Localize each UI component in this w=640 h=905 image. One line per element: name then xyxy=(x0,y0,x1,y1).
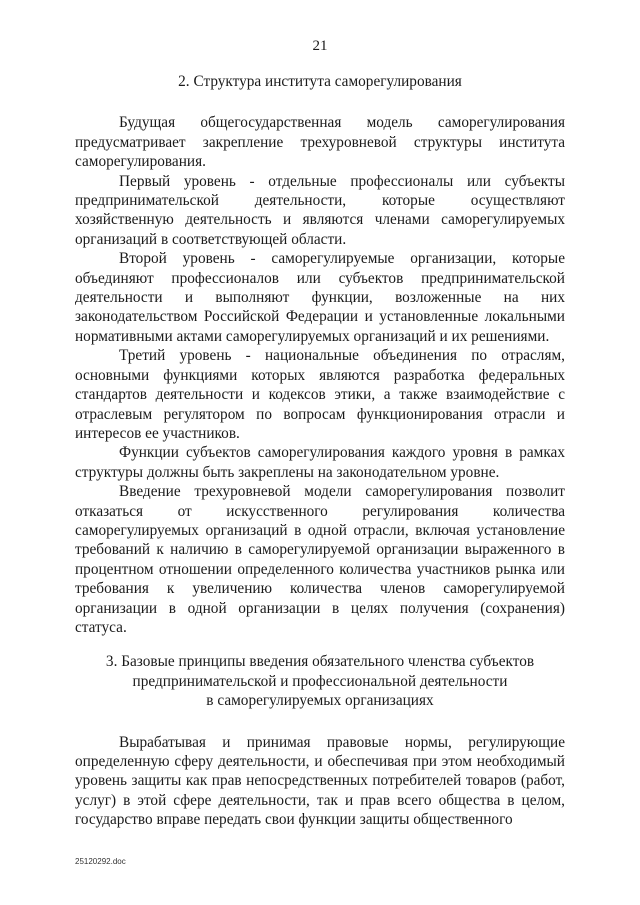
section-body xyxy=(75,733,565,830)
paragraph: Вырабатывая и принимая правовые нормы, регулирующие определенную сферу деятельности, и обеспечивая при этом необходимый уровень защиты как прав непосредственных потребителей товаров (работ, услуг) в этой сфере деятельности, так и прав всего общества в целом, государство вправе передать свои функции защиты общественного xyxy=(75,733,565,829)
section-heading-line: 3. Базовые принципы введения обязательного членства субъектов xyxy=(105,653,535,671)
section-heading: 2. Структура института саморегулирования xyxy=(178,73,462,90)
paragraph: Третий уровень - национальные объединения по отраслям, основными функциями которых являются разработка федеральных стандартов деятельности и кодексов этики, а также взаимодействие с отраслевым регулятором по вопросам функционирования отрасли и интересов ее участников. xyxy=(75,347,565,442)
section-heading-line: в саморегулируемых организациях xyxy=(206,692,434,710)
page-number: 21 xyxy=(312,38,328,54)
section-body xyxy=(75,113,565,637)
paragraph: Второй уровень - саморегулируемые организации, которые объединяют профессионалов или субъектов предпринимательской деятельности и выполняют функции, возложенные на них законодательством Российской Федерации и установленные локальными нормативными актами саморегулируемых организаций и их решениями. xyxy=(75,250,565,345)
paragraph: Первый уровень - отдельные профессионалы или субъекты предпринимательской деятельности, которые осуществляют хозяйственную деятельность и являются членами саморегулируемых организаций в соответствующей области. xyxy=(75,172,565,248)
paragraph: Будущая общегосударственная модель саморегулирования предусматривает закрепление трехуровневой структуры института саморегулирования. xyxy=(75,114,565,171)
section-heading-line: предпринимательской и профессиональной деятельности xyxy=(132,672,508,690)
section-heading xyxy=(75,652,565,710)
paragraph: Введение трехуровневой модели саморегулирования позволит отказаться от искусственного регулирования количества саморегулируемых организаций в одной отрасли, включая установление требований к наличию в саморегулируемой организации выраженного в процентном отношении определенного количества участников рынка или требования к увеличению количества членов саморегулируемой организации в одной организации в целях получения (сохранения) статуса. xyxy=(75,483,565,636)
paragraph: Функции субъектов саморегулирования каждого уровня в рамках структуры должны быть закреплены на законодательном уровне. xyxy=(75,444,565,481)
document-body xyxy=(75,72,565,830)
document-filename: 25120292.doc xyxy=(75,857,126,866)
